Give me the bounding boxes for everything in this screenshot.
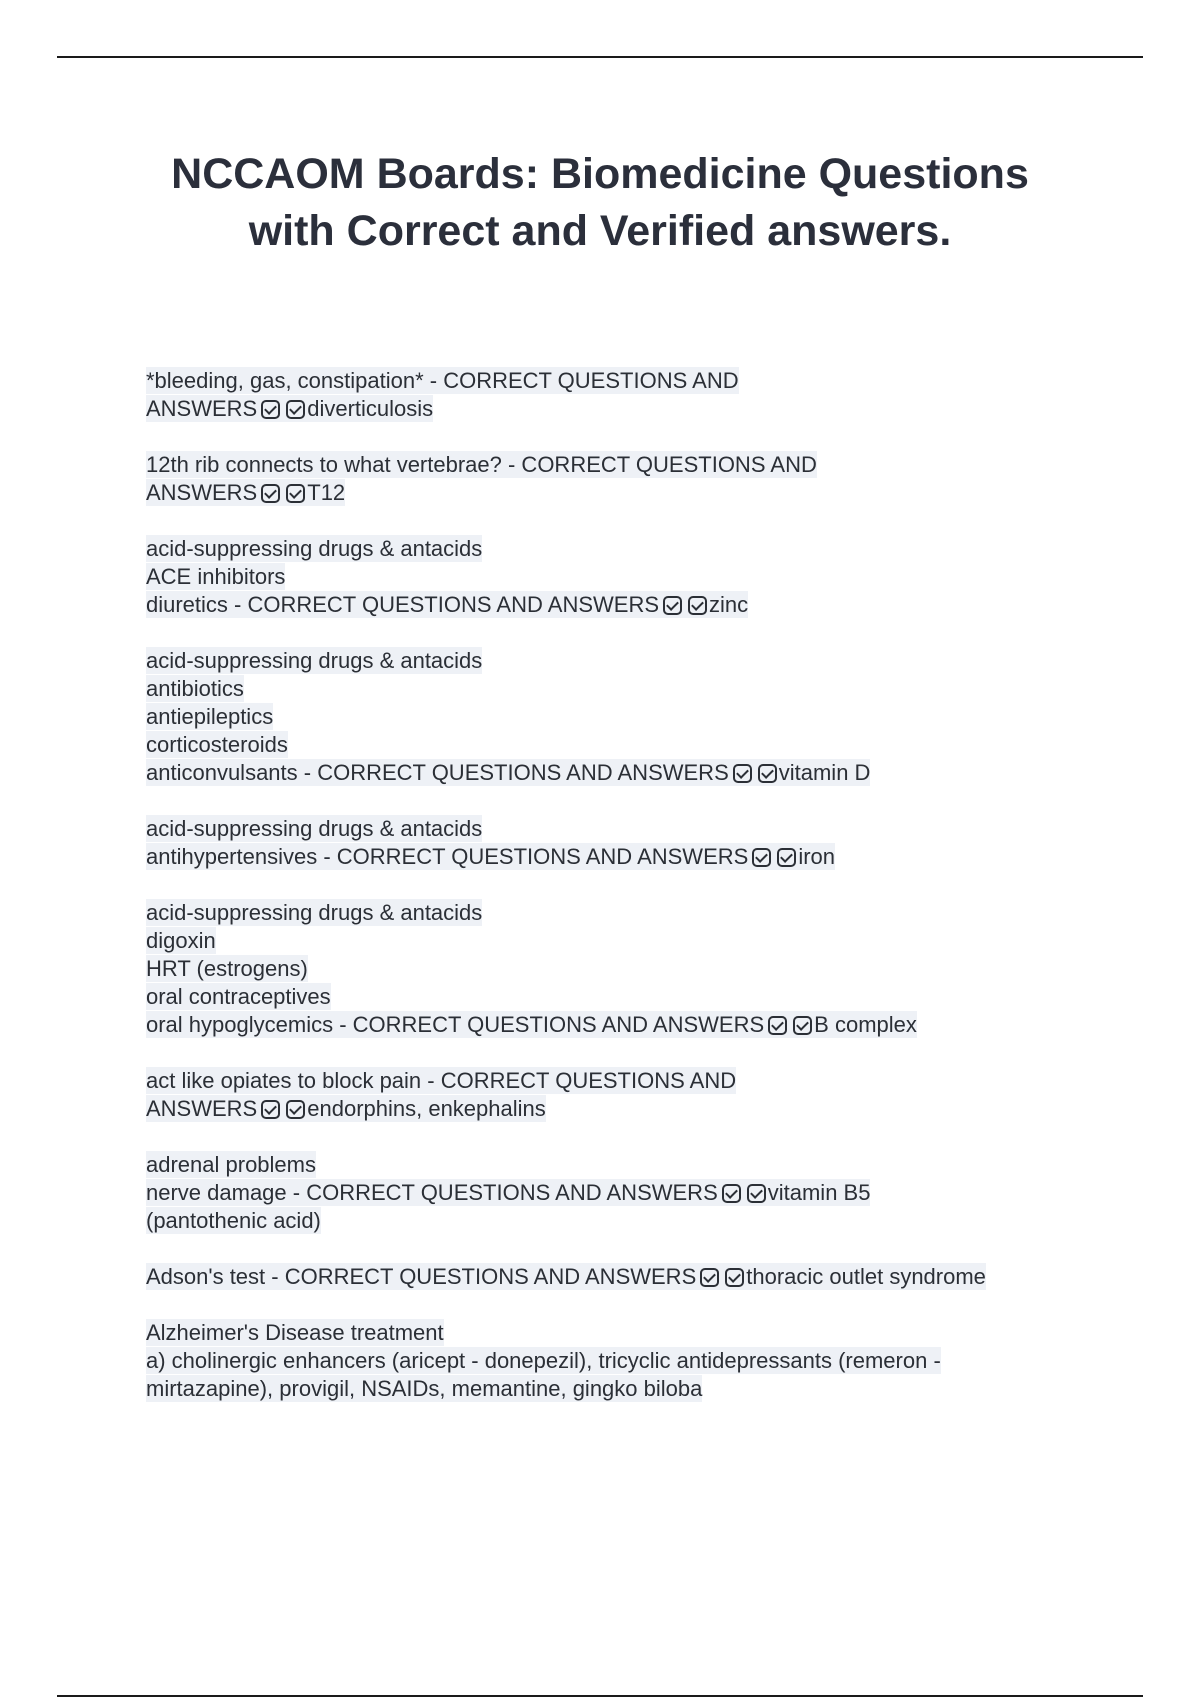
answer-line [146, 1095, 1146, 1123]
answer-prefix: ANSWERS [146, 1096, 258, 1121]
qa-item [146, 367, 1146, 423]
checkmark-icon [793, 1016, 812, 1035]
answer-prefix: oral hypoglycemics - CORRECT QUESTIONS AND ANSWERS [146, 1012, 765, 1037]
question-text: digoxin [146, 928, 216, 953]
checkmark-icon [286, 400, 305, 419]
answer-text: iron [798, 844, 835, 869]
question-line [146, 983, 1146, 1011]
question-line [146, 563, 1146, 591]
answer-highlight [146, 1011, 917, 1038]
question-text: acid-suppressing drugs & antacids [146, 900, 483, 925]
question-text: acid-suppressing drugs & antacids [146, 536, 483, 561]
question-text: adrenal problems [146, 1152, 316, 1177]
question-line [146, 1347, 1146, 1375]
answer-line [146, 1263, 1146, 1291]
answer-prefix: ANSWERS [146, 480, 258, 505]
question-text: acid-suppressing drugs & antacids [146, 816, 483, 841]
answer-highlight [146, 591, 748, 618]
qa-item [146, 451, 1146, 507]
question-line [146, 1319, 1146, 1347]
answer-highlight [146, 843, 835, 870]
answer-prefix: diuretics - CORRECT QUESTIONS AND ANSWERS [146, 592, 660, 617]
answer-line [146, 591, 1146, 619]
qa-list [146, 367, 1146, 1431]
question-line [146, 815, 1146, 843]
answer-line [146, 479, 1146, 507]
qa-item [146, 647, 1146, 787]
checkmark-icon [261, 400, 280, 419]
question-line [146, 731, 1146, 759]
question-text: mirtazapine), provigil, NSAIDs, memantine, gingko biloba [146, 1376, 703, 1401]
qa-item [146, 1067, 1146, 1123]
question-text: act like opiates to block pain - CORRECT QUESTIONS AND [146, 1068, 737, 1093]
answer-line [146, 1179, 1146, 1207]
header-rule [57, 56, 1143, 58]
question-text: 12th rib connects to what vertebrae? - CORRECT QUESTIONS AND [146, 452, 817, 477]
answer-text: thoracic outlet syndrome [746, 1264, 986, 1289]
checkmark-icon [286, 484, 305, 503]
checkmark-icon [747, 1184, 766, 1203]
answer-text: vitamin D [778, 760, 871, 785]
qa-item [146, 1151, 1146, 1235]
question-text: antiepileptics [146, 704, 274, 729]
question-line [146, 451, 1146, 479]
checkmark-icon [733, 764, 752, 783]
answer-text: zinc [709, 592, 749, 617]
checkmark-icon [777, 848, 796, 867]
question-text: ACE inhibitors [146, 564, 286, 589]
checkmark-icon [663, 596, 682, 615]
question-line [146, 1375, 1146, 1403]
checkmark-icon [722, 1184, 741, 1203]
question-text: Alzheimer's Disease treatment [146, 1320, 444, 1345]
answer-text: T12 [307, 480, 346, 505]
answer-line [146, 1011, 1146, 1039]
question-line [146, 899, 1146, 927]
checkmark-icon [725, 1268, 744, 1287]
qa-item-partial [146, 1319, 1146, 1403]
answer-prefix: Adson's test - CORRECT QUESTIONS AND ANSWERS [146, 1264, 697, 1289]
answer-text: vitamin B5 [767, 1180, 871, 1205]
question-text: acid-suppressing drugs & antacids [146, 648, 483, 673]
checkmark-icon [261, 1100, 280, 1119]
qa-item [146, 535, 1146, 619]
question-line [146, 1151, 1146, 1179]
question-line [146, 367, 1146, 395]
answer-prefix: anticonvulsants - CORRECT QUESTIONS AND ANSWERS [146, 760, 729, 785]
answer-prefix: antihypertensives - CORRECT QUESTIONS AND ANSWERS [146, 844, 749, 869]
qa-item [146, 899, 1146, 1039]
question-line [146, 675, 1146, 703]
document-title: NCCAOM Boards: Biomedicine Questions with Correct and Verified answers. [171, 150, 1029, 255]
question-text: HRT (estrogens) [146, 956, 308, 981]
answer-continuation [146, 1207, 1146, 1235]
answer-line [146, 759, 1146, 787]
answer-line [146, 843, 1146, 871]
checkmark-icon [700, 1268, 719, 1287]
question-line [146, 955, 1146, 983]
footer-rule [57, 1695, 1143, 1697]
answer-highlight [146, 1095, 546, 1122]
checkmark-icon [768, 1016, 787, 1035]
qa-item [146, 1263, 1146, 1291]
answer-highlight [146, 395, 433, 422]
answer-highlight [146, 1179, 870, 1206]
question-line [146, 647, 1146, 675]
question-text: *bleeding, gas, constipation* - CORRECT QUESTIONS AND [146, 368, 739, 393]
answer-highlight [146, 759, 870, 786]
answer-text: endorphins, enkephalins [307, 1096, 546, 1121]
question-line [146, 927, 1146, 955]
checkmark-icon [758, 764, 777, 783]
qa-item [146, 815, 1146, 871]
checkmark-icon [752, 848, 771, 867]
question-line [146, 703, 1146, 731]
question-text: corticosteroids [146, 732, 288, 757]
checkmark-icon [261, 484, 280, 503]
question-text: antibiotics [146, 676, 244, 701]
question-line [146, 535, 1146, 563]
answer-text: diverticulosis [307, 396, 434, 421]
checkmark-icon [286, 1100, 305, 1119]
answer-highlight [146, 479, 345, 506]
answer-highlight [146, 1263, 986, 1290]
question-text: oral contraceptives [146, 984, 331, 1009]
answer-line [146, 395, 1146, 423]
question-line [146, 1067, 1146, 1095]
answer-text: B complex [814, 1012, 917, 1037]
answer-continuation-text: (pantothenic acid) [146, 1208, 321, 1233]
checkmark-icon [688, 596, 707, 615]
question-text: a) cholinergic enhancers (aricept - donepezil), tricyclic antidepressants (remeron - [146, 1348, 941, 1373]
answer-prefix: ANSWERS [146, 396, 258, 421]
answer-prefix: nerve damage - CORRECT QUESTIONS AND ANSWERS [146, 1180, 718, 1205]
